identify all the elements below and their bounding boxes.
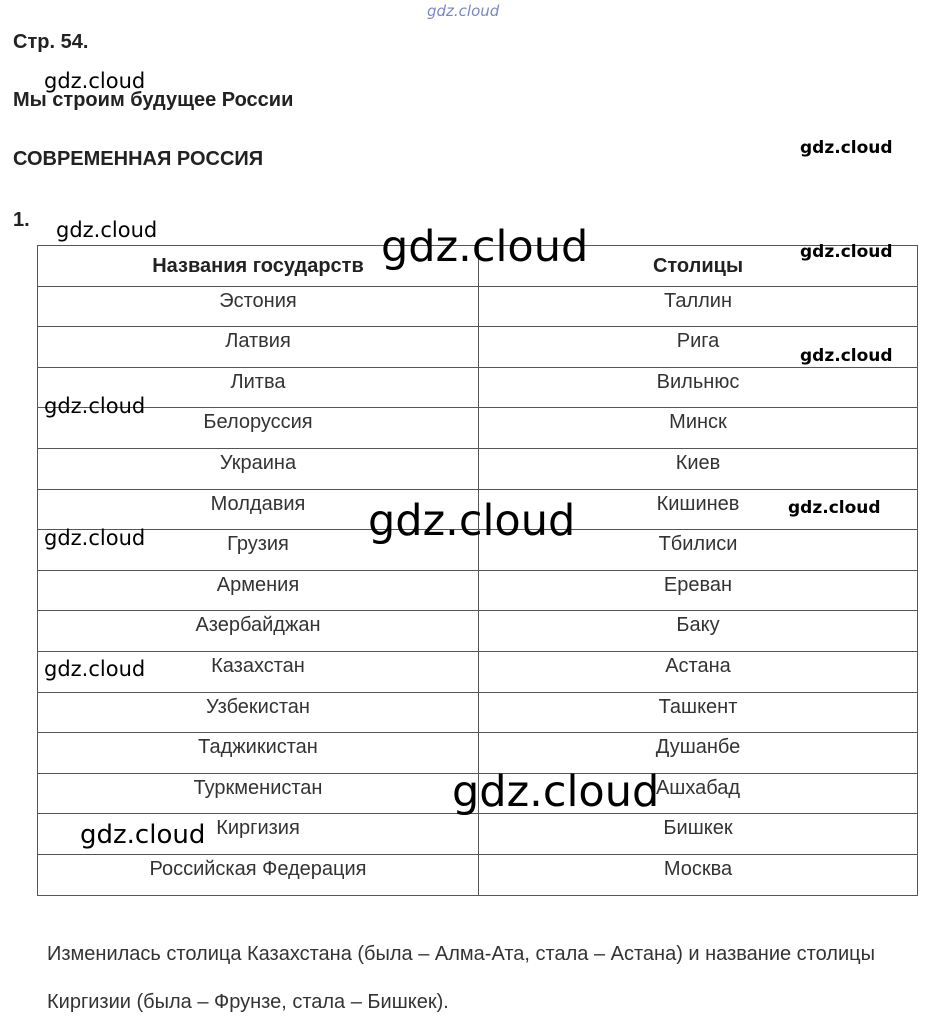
watermark: gdz.cloud: [452, 767, 660, 817]
table-row: [38, 651, 918, 692]
table-row: [38, 570, 918, 611]
table-row: [38, 408, 918, 449]
state-cell: Молдавия: [38, 489, 479, 530]
capital-cell: Душанбе: [479, 733, 918, 774]
column-header-capitals: Столицы: [479, 246, 918, 287]
state-cell: Туркменистан: [38, 773, 479, 814]
capital-cell: Киев: [479, 448, 918, 489]
table-row: [38, 327, 918, 368]
watermark: gdz.cloud: [80, 820, 206, 850]
table-row: [38, 692, 918, 733]
table-row: [38, 286, 918, 327]
capital-cell: Астана: [479, 651, 918, 692]
watermark: gdz.cloud: [44, 69, 146, 93]
state-cell: Литва: [38, 367, 479, 408]
capital-cell: Таллин: [479, 286, 918, 327]
section-title: СОВРЕМЕННАЯ РОССИЯ: [13, 148, 264, 170]
state-cell: Казахстан: [38, 651, 479, 692]
capital-cell: Ереван: [479, 570, 918, 611]
watermark: gdz.cloud: [44, 526, 146, 550]
watermark: gdz.cloud: [381, 222, 589, 272]
page-subtitle: Мы строим будущее России: [13, 89, 294, 111]
table-row: [38, 854, 918, 895]
state-cell: Армения: [38, 570, 479, 611]
state-cell: Белоруссия: [38, 408, 479, 449]
watermark: gdz.cloud: [44, 394, 146, 418]
watermark: gdz.cloud: [800, 138, 893, 158]
watermark: gdz.cloud: [44, 657, 146, 681]
state-cell: Таджикистан: [38, 733, 479, 774]
capital-cell: Бишкек: [479, 814, 918, 855]
capital-cell: Минск: [479, 408, 918, 449]
note-paragraph: Изменилась столица Казахстана (была – Алма-Ата, стала – Астана) и название столицы Киргизии (была – Фрунзе, стала – Бишкек).: [47, 943, 875, 1013]
capital-cell: Баку: [479, 611, 918, 652]
capital-cell: Москва: [479, 854, 918, 895]
page-label: Стр. 54.: [13, 31, 89, 53]
state-cell: Российская Федерация: [38, 854, 479, 895]
state-cell: Эстония: [38, 286, 479, 327]
state-cell: Узбекистан: [38, 692, 479, 733]
watermark: gdz.cloud: [788, 498, 881, 518]
capital-cell: Тбилиси: [479, 530, 918, 571]
capital-cell: Ашхабад: [479, 773, 918, 814]
table-row: [38, 448, 918, 489]
watermark: gdz.cloud: [800, 242, 893, 262]
task-number: 1.: [13, 209, 30, 231]
state-cell: Украина: [38, 448, 479, 489]
state-cell: Грузия: [38, 530, 479, 571]
state-cell: Латвия: [38, 327, 479, 368]
watermark-top: gdz.cloud: [427, 2, 500, 20]
capital-cell: Ташкент: [479, 692, 918, 733]
capital-cell: Рига: [479, 327, 918, 368]
watermark: gdz.cloud: [800, 346, 893, 366]
capital-cell: Вильнюс: [479, 367, 918, 408]
table-row: [38, 367, 918, 408]
watermark: gdz.cloud: [56, 218, 158, 242]
state-cell: Киргизия: [38, 814, 479, 855]
column-header-states: Названия государств: [38, 246, 479, 287]
capital-cell: Кишинев: [479, 489, 918, 530]
watermark: gdz.cloud: [368, 496, 576, 546]
table-row: [38, 611, 918, 652]
state-cell: Азербайджан: [38, 611, 479, 652]
